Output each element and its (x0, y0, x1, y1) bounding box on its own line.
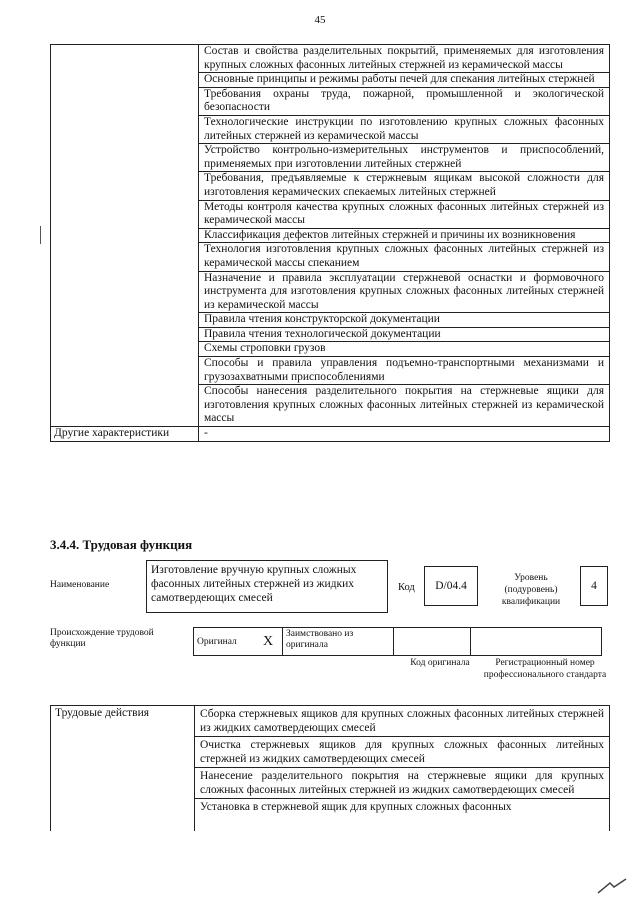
knowledge-item: Технология изготовления крупных сложных фасонных литейных стержней из керамической массы спеканием (199, 243, 610, 271)
table-row (194, 628, 602, 656)
knowledge-item: Методы контроля качества крупных сложных фасонных литейных стержней из керамической массы (199, 200, 610, 228)
table-row (51, 427, 610, 442)
table-row (51, 45, 610, 73)
code-label: Код (398, 582, 415, 593)
labor-action-item: Очистка стержневых ящиков для крупных сложных фасонных литейных стержней из жидких самотвердеющих смесей (195, 737, 610, 768)
knowledge-item: Основные принципы и режимы работы печей для спекания литейных стержней (199, 73, 610, 88)
code-original-cell (394, 628, 471, 656)
page-number: 45 (314, 14, 326, 26)
function-code-box: D/04.4 (424, 566, 478, 606)
registration-number-cell (471, 628, 602, 656)
knowledge-item: Состав и свойства разделительных покрытий, применяемых для изготовления крупных сложных фасонных литейных стержней из керамической массы (199, 45, 610, 73)
knowledge-table (50, 44, 610, 442)
labor-action-item: Нанесение разделительного покрытия на стержневые ящики для крупных сложных фасонных литейных стержней из жидких самотвердеющих смесей (195, 768, 610, 799)
function-name-box: Изготовление вручную крупных сложных фасонных литейных стержней из жидких самотвердеющих смесей (146, 560, 388, 613)
section-heading: 3.4.4. Трудовая функция (50, 537, 193, 552)
knowledge-item: Устройство контрольно-измерительных инструментов и приспособлений, применяемых при изготовлении литейных стержней (199, 144, 610, 172)
labor-actions-table (50, 705, 610, 842)
knowledge-item: Требования, предъявляемые к стержневым ящикам высокой сложности для изготовления керамических спекаемых литейных стержней (199, 172, 610, 200)
borrowed-label: Заимствовано из оригинала (283, 628, 394, 656)
knowledge-item: Способы и правила управления подъемно-транспортными механизмами и грузозахватными приспособлениями (199, 357, 610, 385)
knowledge-label-cell (51, 45, 199, 427)
other-characteristics-value: - (199, 427, 610, 442)
labor-action-item: Установка в стержневой ящик для крупных сложных фасонных (195, 799, 610, 842)
original-label: Оригинал (194, 628, 255, 656)
name-label: Наименование (50, 580, 110, 590)
margin-mark (40, 226, 41, 244)
registration-caption: Регистрационный номер профессионального стандарта (483, 658, 607, 680)
code-original-caption: Код оригинала (410, 658, 470, 668)
corner-mark (594, 875, 630, 897)
knowledge-item: Требования охраны труда, пожарной, промышленной и экологической безопасности (199, 87, 610, 115)
knowledge-item: Способы нанесения разделительного покрытия на стержневые ящики для изготовления крупных сложных фасонных литейных стержней из керамической массы (199, 385, 610, 427)
origin-label: Происхождение трудовой функции (50, 628, 154, 649)
page-bottom-margin (0, 831, 640, 905)
original-mark: X (254, 628, 283, 656)
origin-table (193, 627, 602, 656)
level-box: 4 (580, 566, 608, 606)
table-row (51, 706, 610, 737)
knowledge-item: Технологические инструкции по изготовлению крупных сложных фасонных литейных стержней из керамической массы (199, 115, 610, 143)
other-characteristics-label: Другие характеристики (51, 427, 199, 442)
labor-actions-label: Трудовые действия (51, 706, 195, 842)
knowledge-item: Правила чтения конструкторской документации (199, 313, 610, 328)
knowledge-item: Правила чтения технологической документации (199, 327, 610, 342)
labor-action-item: Сборка стержневых ящиков для крупных сложных фасонных литейных стержней из жидких самотвердеющих смесей (195, 706, 610, 737)
level-label: Уровень (подуровень) квалификации (501, 573, 561, 607)
knowledge-item: Схемы строповки грузов (199, 342, 610, 357)
knowledge-item: Классификация дефектов литейных стержней и причины их возникновения (199, 228, 610, 243)
knowledge-item: Назначение и правила эксплуатации стержневой оснастки и формовочного инструмента для изготовления крупных сложных фасонных литейных стержней из керамической массы (199, 271, 610, 313)
